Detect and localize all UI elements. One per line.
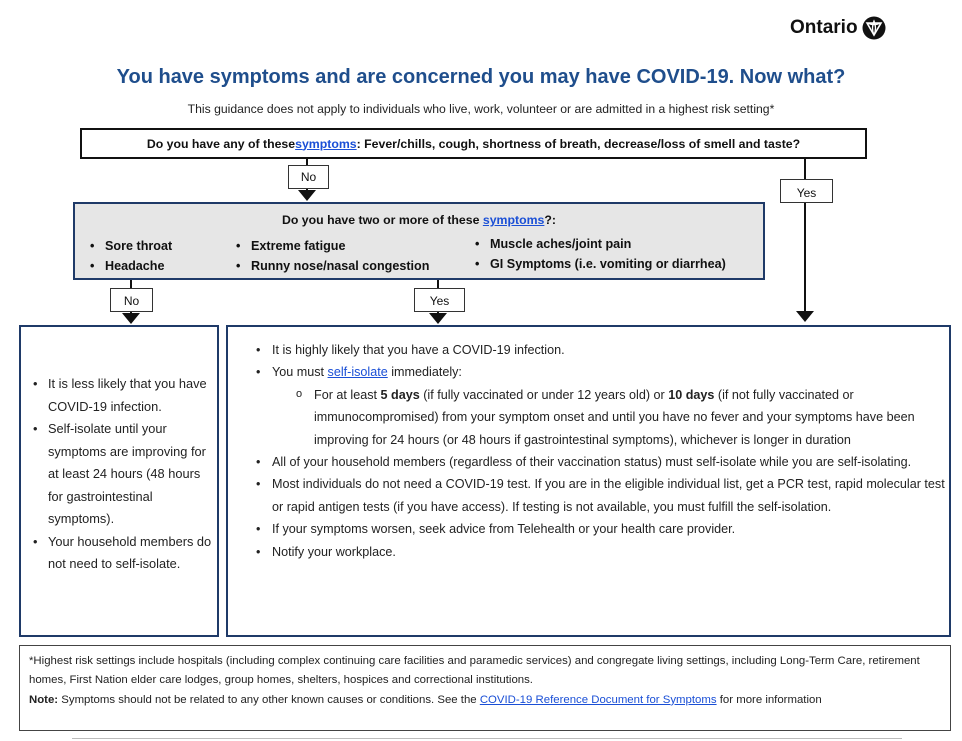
list-item: • If your symptoms worsen, seek advice from Telehealth or your health care provider. xyxy=(250,518,950,540)
note-label: Note: xyxy=(29,693,59,706)
outcome-less-likely xyxy=(19,325,219,637)
q2-title xyxy=(75,213,763,227)
ontario-logo xyxy=(790,16,886,40)
symptom-item: • Sore throat xyxy=(88,236,172,256)
reference-document-link[interactable]: COVID-19 Reference Document for Symptoms xyxy=(479,693,717,706)
list-item: • Your household members do not need to self-isolate. xyxy=(30,531,216,576)
highly-likely-list xyxy=(250,339,950,563)
symptom-item: • Extreme fatigue xyxy=(234,236,429,256)
label-no-secondary: No xyxy=(110,288,153,312)
symptom-list-col2 xyxy=(234,236,429,276)
list-item: • It is less likely that you have COVID-19 infection. xyxy=(30,373,216,418)
outcome-highly-likely xyxy=(226,325,951,637)
self-isolate-link[interactable]: self-isolate xyxy=(327,365,388,380)
question-primary-symptoms xyxy=(80,128,867,159)
label-yes-primary: Yes xyxy=(780,179,833,203)
less-likely-list xyxy=(30,373,216,576)
sub-text-a: For at least xyxy=(314,387,381,402)
ten-days: 10 days xyxy=(668,387,715,402)
five-days: 5 days xyxy=(380,387,420,402)
symptom-list-col1 xyxy=(88,236,172,276)
note-end: for more information xyxy=(716,693,822,706)
symptom-item: • Headache xyxy=(88,256,172,276)
list-item: • Self-isolate until your symptoms are improving for at least 24 hours (48 hours for gastrointestinal symptoms). xyxy=(30,418,216,531)
symptom-list-col3 xyxy=(473,234,726,274)
footnote-note xyxy=(29,691,941,710)
q1-prefix: Do you have any of these xyxy=(146,136,296,151)
symptom-item: • Runny nose/nasal congestion xyxy=(234,256,429,276)
symptoms-link[interactable]: symptoms xyxy=(295,136,357,151)
bottom-divider xyxy=(72,738,902,739)
label-yes-secondary: Yes xyxy=(414,288,465,312)
note-text: Symptoms should not be related to any other known causes or conditions. See the xyxy=(58,693,480,706)
trillium-icon xyxy=(862,16,886,40)
sub-text-e: (if not fully vaccinated or immunocompromised) from your symptom onset and until you have no fever and your symptoms have been improving for 24 hours (or 48 hours if gastrointestinal symptoms), whichever is longer in duration xyxy=(314,387,915,447)
list-item: • All of your household members (regardless of their vaccination status) must self-isolate while you are self-isolating. xyxy=(250,451,950,473)
label-no-primary: No xyxy=(288,165,329,189)
sub-list-item xyxy=(292,384,950,451)
list-item: • It is highly likely that you have a COVID-19 infection. xyxy=(250,339,950,361)
item2-suffix: immediately: xyxy=(387,365,462,380)
q1-suffix: : Fever/chills, cough, shortness of breath, decrease/loss of smell and taste? xyxy=(356,136,801,151)
symptoms-link-secondary[interactable]: symptoms xyxy=(482,213,545,227)
question-secondary-symptoms xyxy=(73,202,765,280)
page-title: You have symptoms and are concerned you may have COVID-19. Now what? xyxy=(116,66,846,88)
q2-prefix: Do you have two or more of these xyxy=(281,213,483,227)
q2-suffix: ?: xyxy=(544,213,556,227)
symptom-item: • GI Symptoms (i.e. vomiting or diarrhea) xyxy=(473,254,726,274)
item2-prefix: You must xyxy=(272,365,328,380)
brand-name: Ontario xyxy=(790,17,858,38)
footnote-risk-settings: *Highest risk settings include hospitals (including complex continuing care facilities and paramedic services) and congregate living settings, including Long-Term Care, retirement homes, First Nation elder care lodges, group homes, shelters, hospices and correctional institutions. xyxy=(29,655,920,687)
list-item: • Notify your workplace. xyxy=(250,541,950,563)
list-item-self-isolate xyxy=(250,361,950,451)
sub-text-c: (if fully vaccinated or under 12 years old) or xyxy=(419,387,669,402)
symptom-item: • Muscle aches/joint pain xyxy=(473,234,726,254)
page-subtitle: This guidance does not apply to individuals who live, work, volunteer or are admitted in a highest risk setting* xyxy=(187,102,775,116)
self-isolate-sublist xyxy=(292,384,950,451)
footnote xyxy=(19,645,951,731)
list-item: • Most individuals do not need a COVID-19 test. If you are in the eligible individual list, get a PCR test, rapid molecular test or rapid antigen tests (if you have access). If testing is not available, you must fulfill the self-isolation. xyxy=(250,473,950,518)
